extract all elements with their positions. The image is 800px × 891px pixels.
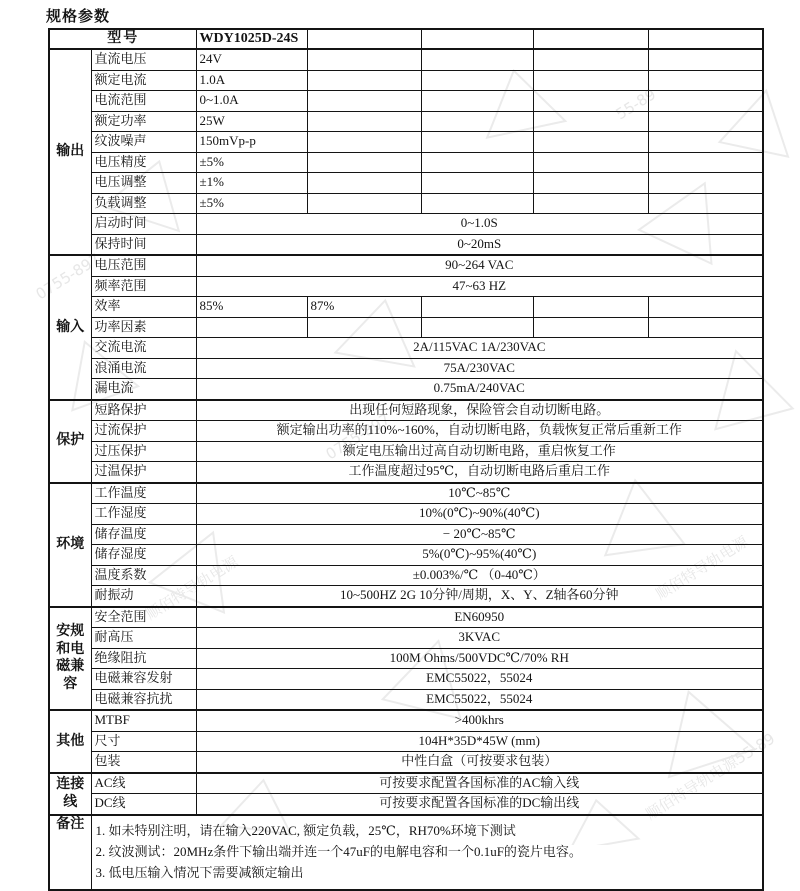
param-value: 85% xyxy=(196,297,307,318)
section-label: 输入 xyxy=(49,255,91,400)
empty-cell xyxy=(421,297,533,318)
param-value: 0~1.0A xyxy=(196,91,307,112)
param-label: 工作温度 xyxy=(91,483,196,504)
spec-row xyxy=(49,565,763,586)
section-label: 连接线 xyxy=(49,773,91,815)
param-label: 包装 xyxy=(91,752,196,773)
param-label: 过温保护 xyxy=(91,462,196,483)
empty-cell xyxy=(533,317,648,338)
spec-row xyxy=(49,358,763,379)
empty-cell xyxy=(648,111,763,132)
param-value-merged: 出现任何短路现象，保险管会自动切断电路。 xyxy=(196,400,763,421)
empty-cell xyxy=(533,111,648,132)
param-label: 绝缘阻抗 xyxy=(91,648,196,669)
note-line: 1. 如未特别注明，请在输入220VAC, 额定负载，25℃，RH70%环境下测试 xyxy=(95,822,516,838)
param-value: ±1% xyxy=(196,173,307,194)
param-label: 短路保护 xyxy=(91,400,196,421)
param-value-merged: 10℃~85℃ xyxy=(196,483,763,504)
param-value-merged: 3KVAC xyxy=(196,628,763,649)
param-value-merged: 0.75mA/240VAC xyxy=(196,379,763,400)
spec-row xyxy=(49,379,763,400)
watermark-text: 顺佰特导轨电源 xyxy=(142,552,242,624)
empty-cell xyxy=(307,132,421,153)
param-label: 启动时间 xyxy=(91,214,196,235)
param-value-merged: 0~1.0S xyxy=(196,214,763,235)
param-label: 额定功率 xyxy=(91,111,196,132)
param-label: 漏电流 xyxy=(91,379,196,400)
param-label: 纹波噪声 xyxy=(91,132,196,153)
empty-cell xyxy=(648,173,763,194)
empty-cell xyxy=(648,49,763,70)
param-label: 安全范围 xyxy=(91,607,196,628)
empty-cell xyxy=(648,317,763,338)
empty-cell xyxy=(307,317,421,338)
spec-row xyxy=(49,152,763,173)
spec-row xyxy=(49,193,763,214)
spec-row xyxy=(49,49,763,70)
note-line: 2. 纹波测试：20MHz条件下输出端并连一个47uF的电解电容和一个0.1uF的瓷片电容。 xyxy=(95,843,582,859)
spec-table-body xyxy=(49,29,763,890)
param-label: 电压调整 xyxy=(91,173,196,194)
spec-row xyxy=(49,483,763,504)
param-label: 储存温度 xyxy=(91,524,196,545)
empty-cell xyxy=(533,193,648,214)
param-value-merged: 75A/230VAC xyxy=(196,358,763,379)
param-label: 保持时间 xyxy=(91,234,196,255)
empty-cell xyxy=(421,193,533,214)
param-value-merged: 100M Ohms/500VDC℃/70% RH xyxy=(196,648,763,669)
watermark-text: 55-89 xyxy=(612,85,660,124)
table-header-row xyxy=(49,29,763,49)
empty-cell xyxy=(421,70,533,91)
param-value: ±5% xyxy=(196,193,307,214)
param-label: 频率范围 xyxy=(91,276,196,297)
empty-cell xyxy=(533,49,648,70)
spec-row xyxy=(49,524,763,545)
empty-cell xyxy=(648,193,763,214)
empty-cell xyxy=(648,132,763,153)
empty-cell xyxy=(307,111,421,132)
param-value: 24V xyxy=(196,49,307,70)
spec-row xyxy=(49,111,763,132)
page-title: 规格参数 xyxy=(46,9,111,25)
watermark-text: 顺佰特导轨电源55-89 xyxy=(642,729,779,824)
param-value-merged: 90~264 VAC xyxy=(196,255,763,276)
param-value-merged: 47~63 HZ xyxy=(196,276,763,297)
param-label: 工作湿度 xyxy=(91,504,196,525)
param-value-merged: EN60950 xyxy=(196,607,763,628)
param-value-merged: − 20℃~85℃ xyxy=(196,524,763,545)
spec-row xyxy=(49,545,763,566)
param-label: 过压保护 xyxy=(91,441,196,462)
spec-row xyxy=(49,607,763,628)
param-value-merged: 5%(0℃)~95%(40℃) xyxy=(196,545,763,566)
empty-cell xyxy=(307,193,421,214)
empty-cell xyxy=(533,297,648,318)
spec-row xyxy=(49,462,763,483)
param-label: 电压精度 xyxy=(91,152,196,173)
param-label: 耐高压 xyxy=(91,628,196,649)
empty-cell xyxy=(533,70,648,91)
spec-row xyxy=(49,400,763,421)
empty-cell xyxy=(307,29,421,49)
spec-row xyxy=(49,710,763,731)
spec-row xyxy=(49,794,763,815)
spec-row xyxy=(49,669,763,690)
param-label: 耐振动 xyxy=(91,586,196,607)
param-value: 1.0A xyxy=(196,70,307,91)
param-label: 电磁兼容发射 xyxy=(91,669,196,690)
empty-cell xyxy=(421,49,533,70)
param-value-merged: 104H*35D*45W (mm) xyxy=(196,731,763,752)
param-value-merged: EMC55022，55024 xyxy=(196,669,763,690)
empty-cell xyxy=(533,173,648,194)
empty-cell xyxy=(533,152,648,173)
param-value-merged: 2A/115VAC 1A/230VAC xyxy=(196,338,763,359)
spec-row xyxy=(49,504,763,525)
param-value: 150mVp-p xyxy=(196,132,307,153)
empty-cell xyxy=(307,152,421,173)
param-value-merged: ±0.003%/℃ （0-40℃） xyxy=(196,565,763,586)
param-label: 尺寸 xyxy=(91,731,196,752)
section-label: 安规和电磁兼容 xyxy=(49,607,91,711)
param-value: ±5% xyxy=(196,152,307,173)
empty-cell xyxy=(648,70,763,91)
empty-cell xyxy=(648,29,763,49)
model-value: WDY1025D-24S xyxy=(196,29,307,49)
section-label: 环境 xyxy=(49,483,91,607)
param-label: 过流保护 xyxy=(91,421,196,442)
empty-cell xyxy=(533,29,648,49)
empty-cell xyxy=(533,91,648,112)
param-value-merged: 额定电压输出过高自动切断电路，重启恢复工作 xyxy=(196,441,763,462)
section-label: 输出 xyxy=(49,49,91,255)
empty-cell xyxy=(648,91,763,112)
empty-cell xyxy=(648,297,763,318)
empty-cell xyxy=(307,91,421,112)
notes-row xyxy=(49,815,763,890)
spec-row xyxy=(49,214,763,235)
spec-row xyxy=(49,317,763,338)
param-value-merged: 0~20mS xyxy=(196,234,763,255)
spec-table-wrap xyxy=(48,28,764,891)
param-label: 浪涌电流 xyxy=(91,358,196,379)
empty-cell xyxy=(648,152,763,173)
spec-row xyxy=(49,91,763,112)
param-value-merged: 中性白盒（可按要求包装） xyxy=(196,752,763,773)
param-label: 电压范围 xyxy=(91,255,196,276)
empty-cell xyxy=(421,317,533,338)
spec-row xyxy=(49,752,763,773)
empty-cell xyxy=(421,91,533,112)
note-line: 3. 低电压输入情况下需要减额定输出 xyxy=(95,864,304,880)
spec-row xyxy=(49,421,763,442)
spec-row xyxy=(49,173,763,194)
section-label: 备注 xyxy=(49,815,91,890)
spec-row xyxy=(49,731,763,752)
section-label: 其他 xyxy=(49,710,91,773)
notes-cell xyxy=(91,815,763,890)
empty-cell xyxy=(421,152,533,173)
param-value-merged: EMC55022，55024 xyxy=(196,689,763,710)
param-label: 额定电流 xyxy=(91,70,196,91)
param-value-merged: 额定输出功率的110%~160%，自动切断电路，负载恢复正常后重新工作 xyxy=(196,421,763,442)
param-label: 电流范围 xyxy=(91,91,196,112)
param-value: 25W xyxy=(196,111,307,132)
spec-row xyxy=(49,628,763,649)
param-label: 直流电压 xyxy=(91,49,196,70)
param-value: 87% xyxy=(307,297,421,318)
param-label: 交流电流 xyxy=(91,338,196,359)
empty-cell xyxy=(307,49,421,70)
empty-cell xyxy=(533,132,648,153)
param-label: MTBF xyxy=(91,710,196,731)
param-label: DC线 xyxy=(91,794,196,815)
spec-row xyxy=(49,255,763,276)
watermark-text: 0755-897 xyxy=(322,409,394,464)
watermark-text: 顺佰特导轨电源 xyxy=(652,532,752,604)
empty-cell xyxy=(421,173,533,194)
param-value-merged: 10%(0℃)~90%(40℃) xyxy=(196,504,763,525)
param-label: 温度系数 xyxy=(91,565,196,586)
spec-table xyxy=(48,28,764,891)
empty-cell xyxy=(421,132,533,153)
param-value-merged: 10~500HZ 2G 10分钟/周期，X、Y、Z轴各60分钟 xyxy=(196,586,763,607)
param-label: 储存湿度 xyxy=(91,545,196,566)
param-label: 电磁兼容抗扰 xyxy=(91,689,196,710)
spec-row xyxy=(49,70,763,91)
spec-row xyxy=(49,234,763,255)
spec-row xyxy=(49,586,763,607)
watermark-text: 0755-897 xyxy=(32,249,104,304)
param-value-merged: 工作温度超过95℃，自动切断电路后重启工作 xyxy=(196,462,763,483)
param-label: 效率 xyxy=(91,297,196,318)
spec-row xyxy=(49,297,763,318)
param-label: 功率因素 xyxy=(91,317,196,338)
empty-cell xyxy=(307,70,421,91)
param-value-merged: 可按要求配置各国标准的AC输入线 xyxy=(196,773,763,794)
param-label: 负载调整 xyxy=(91,193,196,214)
spec-row xyxy=(49,773,763,794)
empty-cell xyxy=(421,29,533,49)
spec-row xyxy=(49,689,763,710)
model-header-label: 型号 xyxy=(49,29,196,49)
param-value-merged: >400khrs xyxy=(196,710,763,731)
param-label: AC线 xyxy=(91,773,196,794)
section-label: 保护 xyxy=(49,400,91,483)
spec-row xyxy=(49,132,763,153)
empty-cell xyxy=(196,317,307,338)
param-value-merged: 可按要求配置各国标准的DC输出线 xyxy=(196,794,763,815)
spec-row xyxy=(49,338,763,359)
empty-cell xyxy=(307,173,421,194)
empty-cell xyxy=(421,111,533,132)
spec-row xyxy=(49,648,763,669)
spec-row xyxy=(49,276,763,297)
spec-row xyxy=(49,441,763,462)
